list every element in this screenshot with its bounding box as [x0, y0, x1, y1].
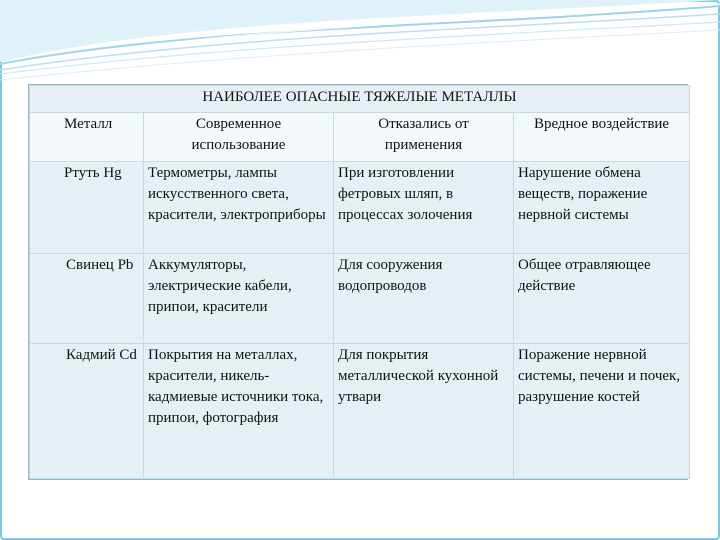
- table-title: НАИБОЛЕЕ ОПАСНЫЕ ТЯЖЕЛЫЕ МЕТАЛЛЫ: [30, 86, 690, 113]
- header-usage: Современное использование: [144, 113, 334, 162]
- cell-usage: Аккумуляторы, электрические кабели, припои, красители: [144, 254, 334, 344]
- header-harm: Вредное воздействие: [514, 113, 690, 162]
- cell-abandoned: Для покрытия металлической кухонной утвари: [334, 344, 514, 479]
- cell-harm: Общее отравляющее действие: [514, 254, 690, 344]
- table-row-lead: [30, 254, 690, 344]
- cell-abandoned: Для сооружения водопроводов: [334, 254, 514, 344]
- cell-usage: Покрытия на металлах, красители, никель-кадмиевые источники тока, припои, фотография: [144, 344, 334, 479]
- cell-metal: Свинец Pb: [30, 254, 144, 344]
- cell-metal: Кадмий Cd: [30, 344, 144, 479]
- heavy-metals-table: [29, 85, 690, 479]
- cell-usage: Термометры, лампы искусственного света, красители, электроприборы: [144, 162, 334, 254]
- header-abandoned: Отказались от применения: [334, 113, 514, 162]
- cell-harm: Нарушение обмена веществ, поражение нервной системы: [514, 162, 690, 254]
- cell-harm: Поражение нервной системы, печени и почек, разрушение костей: [514, 344, 690, 479]
- header-metal: Металл: [30, 113, 144, 162]
- decorative-wave-header: [0, 0, 720, 90]
- table-row-mercury: [30, 162, 690, 254]
- metals-table-container: [28, 84, 688, 480]
- table-title-row: [30, 86, 690, 113]
- cell-metal: Ртуть Hg: [30, 162, 144, 254]
- header-row: [30, 113, 690, 162]
- table-row-cadmium: [30, 344, 690, 479]
- cell-abandoned: При изготовлении фетровых шляп, в процессах золочения: [334, 162, 514, 254]
